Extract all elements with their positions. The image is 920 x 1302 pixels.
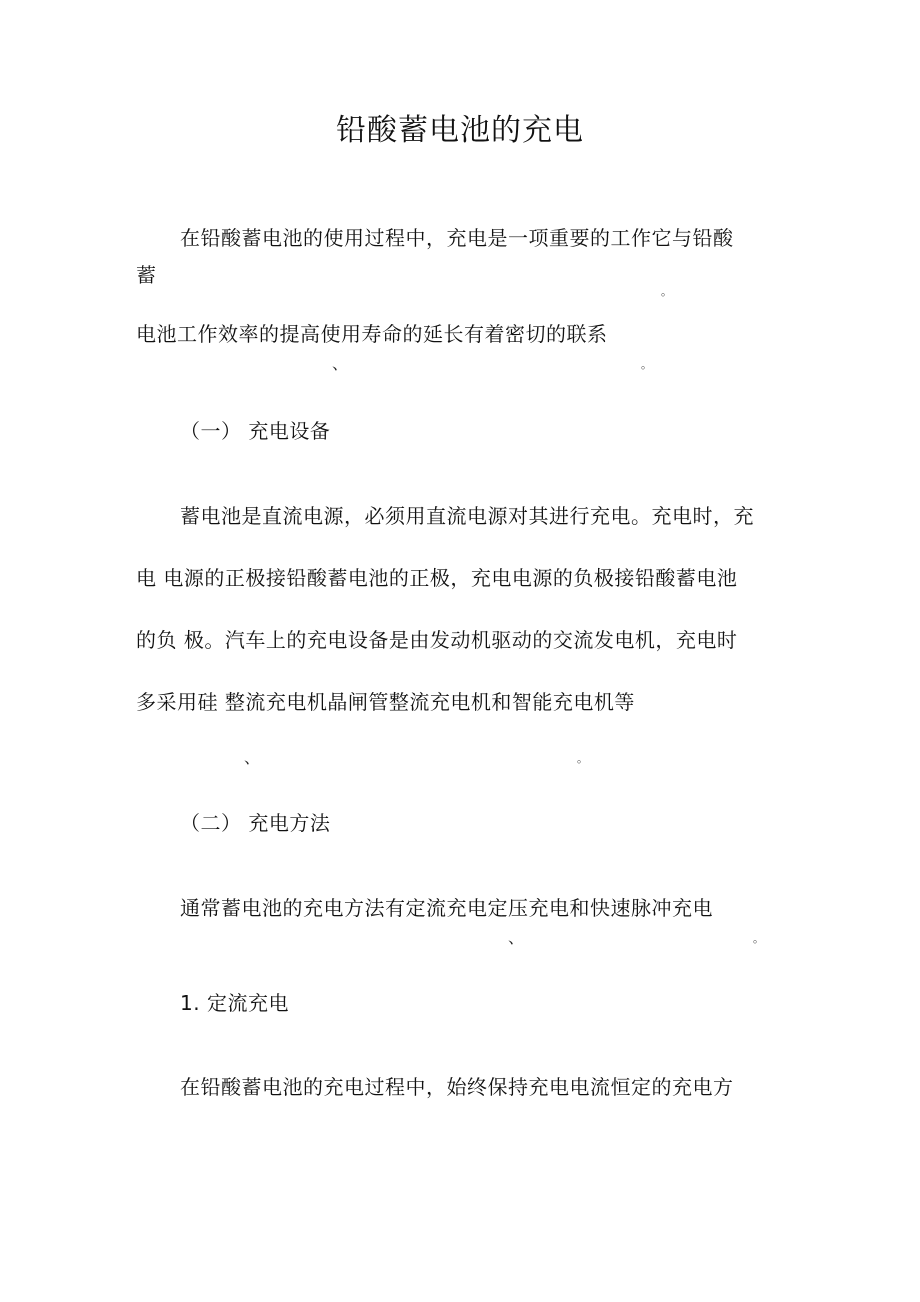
stray-comma-2: 、 (244, 748, 261, 767)
intro-line-2: 蓄 (136, 263, 157, 287)
section1-line-2: 电 电源的正极接铅酸蓄电池的正极，充电电源的负极接铅酸蓄电池 (136, 566, 738, 590)
section1-line-4: 多采用硅 整流充电机晶闸管整流充电机和智能充电机等 (136, 690, 635, 714)
intro-line-1: 在铅酸蓄电池的使用过程中，充电是一项重要的工作它与铅酸 (180, 226, 734, 250)
section1-line-1: 蓄电池是直流电源，必须用直流电源对其进行充电。充电时，充 (180, 504, 754, 528)
stray-period-2: 。 (641, 358, 652, 371)
intro-line-3: 电池工作效率的提高使用寿命的延长有着密切的联系 (136, 322, 608, 346)
stray-period-4: 。 (753, 932, 764, 945)
stray-comma-3: 、 (508, 928, 525, 947)
section1-heading: （一） 充电设备 (180, 419, 331, 443)
section2-heading: （二） 充电方法 (180, 811, 331, 835)
section2-line-1: 通常蓄电池的充电方法有定流充电定压充电和快速脉冲充电 (180, 896, 713, 920)
stray-comma-1: 、 (332, 354, 349, 373)
stray-period-1: 。 (661, 285, 672, 298)
stray-period-3: 。 (577, 752, 588, 765)
subsection1-line-1: 在铅酸蓄电池的充电过程中，始终保持充电电流恒定的充电方 (180, 1075, 734, 1099)
subsection1-heading: 1. 定流充电 (180, 991, 289, 1015)
document-title: 铅酸蓄电池的充电 (336, 113, 584, 148)
section1-line-3: 的负 极。汽车上的充电设备是由发动机驱动的交流发电机，充电时 (136, 628, 738, 652)
